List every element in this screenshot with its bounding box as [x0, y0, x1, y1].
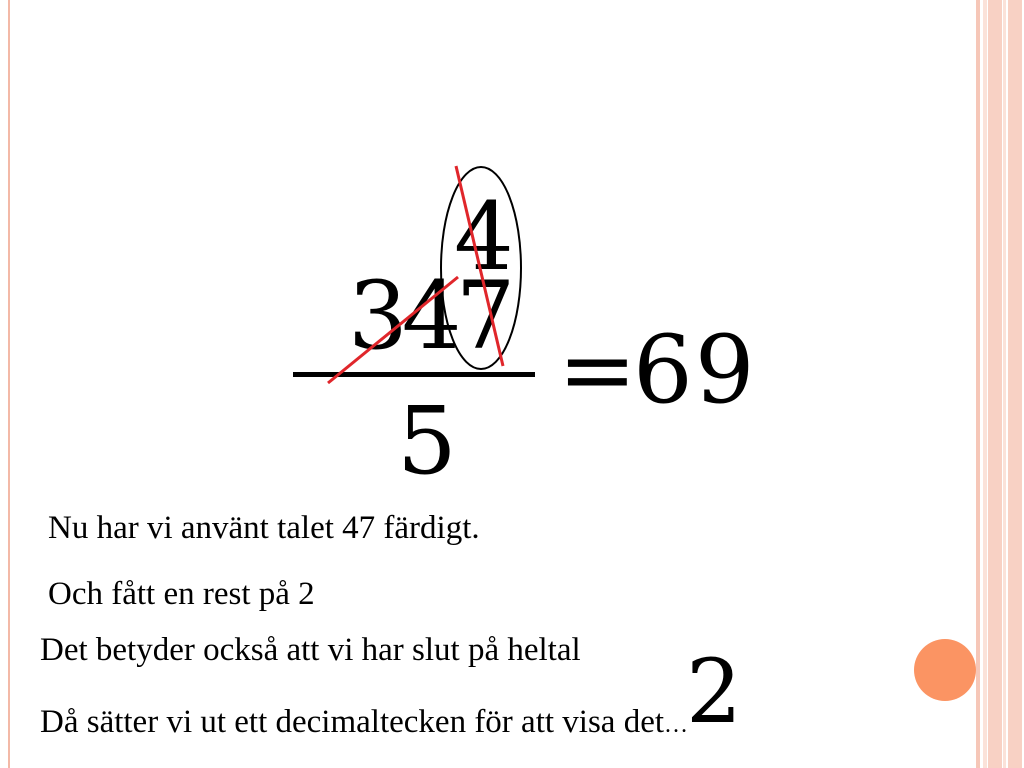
explanation-line-3-text: Det betyder också att vi har slut på heltal — [40, 632, 581, 668]
remainder-digit: 2 — [686, 640, 742, 743]
strike-line-steep — [456, 166, 503, 366]
explanation-line-4-text: Då sätter vi ut ett decimaltecken för att visa det — [40, 704, 665, 740]
ellipsis: … — [664, 712, 689, 738]
quotient: 69 — [633, 316, 757, 425]
explanation-line-2: Och fått en rest på 2 — [48, 576, 315, 612]
dividend: 347 — [348, 262, 510, 371]
explanation-line-4 — [40, 704, 688, 740]
explanation-line-3 — [40, 632, 581, 668]
strike-line-diagonal — [328, 277, 458, 383]
equals-sign: = — [558, 316, 637, 425]
explanation-line-1: Nu har vi använt talet 47 färdigt. — [48, 510, 480, 546]
carried-digit: 4 — [454, 183, 514, 292]
divisor: 5 — [397, 387, 457, 496]
